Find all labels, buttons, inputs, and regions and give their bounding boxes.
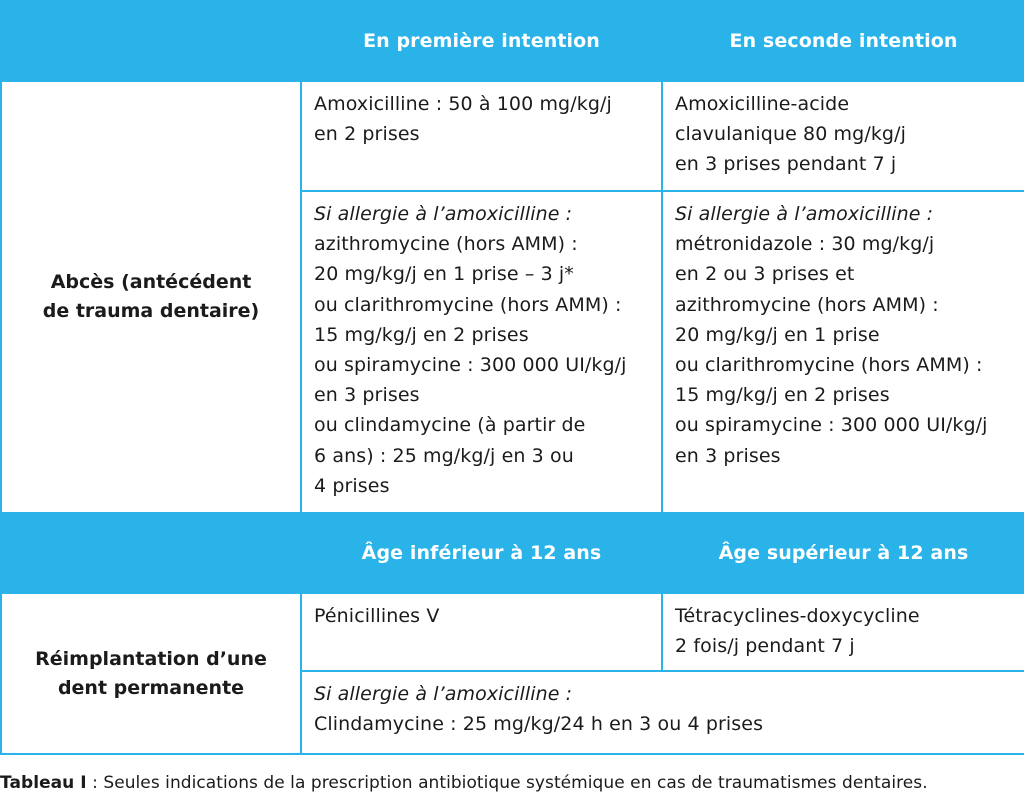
allergy-title: Si allergie à l’amoxicilline : <box>314 203 573 225</box>
text-line: ou clarithromycine (hors AMM) : <box>314 293 622 316</box>
text-line: 2 fois/j pendant 7 j <box>675 635 855 658</box>
text-line: ou clindamycine (à partir de <box>314 414 586 437</box>
text-line: 4 prises <box>314 474 390 497</box>
text-line: en 2 prises <box>314 123 420 146</box>
text-line: en 3 prises pendant 7 j <box>675 153 897 176</box>
reimplantation-row-treatment <box>1 593 1024 671</box>
reimplantation-under-12-cell <box>301 593 662 671</box>
text-line: clavulanique 80 mg/kg/j <box>675 123 906 146</box>
header-empty-cell <box>1 1 301 81</box>
text-line: en 3 prises <box>314 384 420 407</box>
abces-first-line-allergy-cell <box>301 191 662 513</box>
reimplantation-allergy-cell <box>301 671 1024 754</box>
reimplantation-label-line: Réimplantation d’une <box>35 647 267 670</box>
abces-label-line: Abcès (antécédent <box>50 271 252 293</box>
text-line: métronidazole : 30 mg/kg/j <box>675 233 935 256</box>
text-line: azithromycine (hors AMM) : <box>314 233 578 256</box>
caption-label: Tableau I <box>0 773 87 793</box>
header-under-12: Âge inférieur à 12 ans <box>301 513 662 593</box>
header-over-12: Âge supérieur à 12 ans <box>662 513 1024 593</box>
text-line: Amoxicilline : 50 à 100 mg/kg/j <box>314 93 612 115</box>
header-row-2 <box>1 513 1024 593</box>
text-line: 15 mg/kg/j en 2 prises <box>675 384 890 407</box>
caption-text: : Seules indications de la prescription antibiotique systémique en cas de traumatismes dentaires. <box>86 773 928 793</box>
text-line: Pénicillines V <box>314 605 440 627</box>
abces-label-line: de trauma dentaire) <box>42 300 260 322</box>
reimplantation-label <box>1 593 301 754</box>
text-line: en 3 prises <box>675 444 781 467</box>
reimplantation-over-12-cell <box>662 593 1024 671</box>
text-line: 20 mg/kg/j en 1 prise – 3 j* <box>314 263 574 286</box>
header-second-line: En seconde intention <box>662 1 1024 81</box>
text-line: en 2 ou 3 prises et <box>675 263 855 286</box>
text-line: Tétracyclines-doxycycline <box>675 605 920 627</box>
abces-second-line-allergy-cell <box>662 191 1024 513</box>
allergy-title: Si allergie à l’amoxicilline : <box>314 683 573 705</box>
text-line: 15 mg/kg/j en 2 prises <box>314 323 529 346</box>
header-first-line: En première intention <box>301 1 662 81</box>
abces-second-line-cell <box>662 81 1024 191</box>
text-line: ou clarithromycine (hors AMM) : <box>675 354 983 377</box>
header-empty-cell <box>1 513 301 593</box>
text-line: 20 mg/kg/j en 1 prise <box>675 323 880 346</box>
text-line: azithromycine (hors AMM) : <box>675 293 939 316</box>
reimplantation-label-line: dent permanente <box>57 676 245 699</box>
table-caption <box>0 772 1024 794</box>
abces-first-line-cell <box>301 81 662 191</box>
text-line: Amoxicilline-acide <box>675 93 850 115</box>
abces-row-treatment <box>1 81 1024 191</box>
text-line: 6 ans) : 25 mg/kg/j en 3 ou <box>314 444 574 467</box>
header-row-1 <box>1 1 1024 81</box>
abces-label <box>1 81 301 513</box>
text-line: ou spiramycine : 300 000 UI/kg/j <box>675 414 988 437</box>
allergy-title: Si allergie à l’amoxicilline : <box>675 203 934 225</box>
text-line: ou spiramycine : 300 000 UI/kg/j <box>314 354 627 377</box>
text-line: Clindamycine : 25 mg/kg/24 h en 3 ou 4 prises <box>314 713 764 736</box>
